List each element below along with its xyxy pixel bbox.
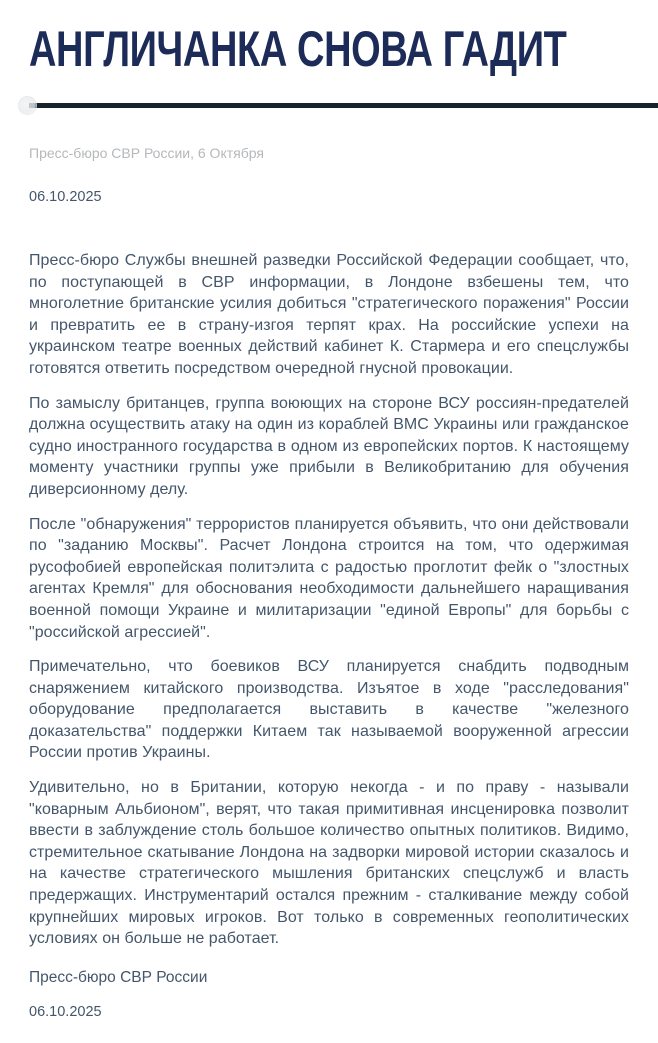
- article-paragraph: После "обнаружения" террористов планируется объявить, что они действовали по "заданию Москвы". Расчет Лондона строится на том, что одержимая русофобией европейская политэлита с радостью проглотит фейк о "злостных агентах Кремля" для обоснования необходимости дальнейшего наращивания военной помощи Украине и милитаризации "единой Европы" для борьбы с "российской агрессией".: [29, 515, 629, 641]
- article-paragraph: Пресс-бюро Службы внешней разведки Российской Федерации сообщает, что, по поступающей в СВР информации, в Лондоне взбешены тем, что многолетние британские усилия добиться "стратегического поражения" России и превратить ее в страну-изгоя терпят крах. На российские успехи на украинском театре военных действий кабинет К. Стармера и его спецслужбы готовятся ответить посредством очередной гнусной провокации.: [29, 252, 629, 377]
- article-paragraph: Удивительно, но в Британии, которую некогда - и по праву - называли "коварным Альбионом", верят, что такая примитивная инсценировка позволит ввести в заблуждение столь большое количество опытных политиков. Видимо, стремительное скатывание Лондона на задворки мировой истории сказалось и на качестве стратегического мышления британских спецслужб и власть предержащих. Инструментарий остался прежним - сталкивание между собой крупнейших мировых игроков. Вот только в современных геополитических условиях он больше не работает.: [29, 779, 629, 948]
- page-title: АНГЛИЧАНКА СНОВА ГАДИТ: [29, 21, 567, 77]
- byline-meta: Пресс-бюро СВР России, 6 Октября: [29, 145, 264, 161]
- emblem-watermark-icon: [18, 96, 37, 115]
- article-paragraph: Примечательно, что боевиков ВСУ планируется снабдить подводным снаряжением китайского производства. Изъятое в ходе "расследования" оборудование предполагается выставить в качестве "железного доказательства" поддержки Китаем так называемой вооруженной агрессии России против Украины.: [29, 658, 629, 762]
- article-paragraph: По замыслу британцев, группа воюющих на стороне ВСУ россиян-предателей должна осуществить атаку на один из кораблей ВМС Украины или гражданское судно иностранного государства в одном из европейских портов. К настоящему моменту участники группы уже прибыли в Великобританию для обучения диверсионному делу.: [29, 394, 629, 498]
- page-title-row: [0, 21, 658, 77]
- publication-date: 06.10.2025: [29, 189, 102, 205]
- footer-author: Пресс-бюро СВР России: [29, 968, 208, 986]
- article-body: [29, 250, 629, 950]
- title-divider-rule: [29, 103, 658, 108]
- footer-date: 06.10.2025: [29, 1003, 102, 1020]
